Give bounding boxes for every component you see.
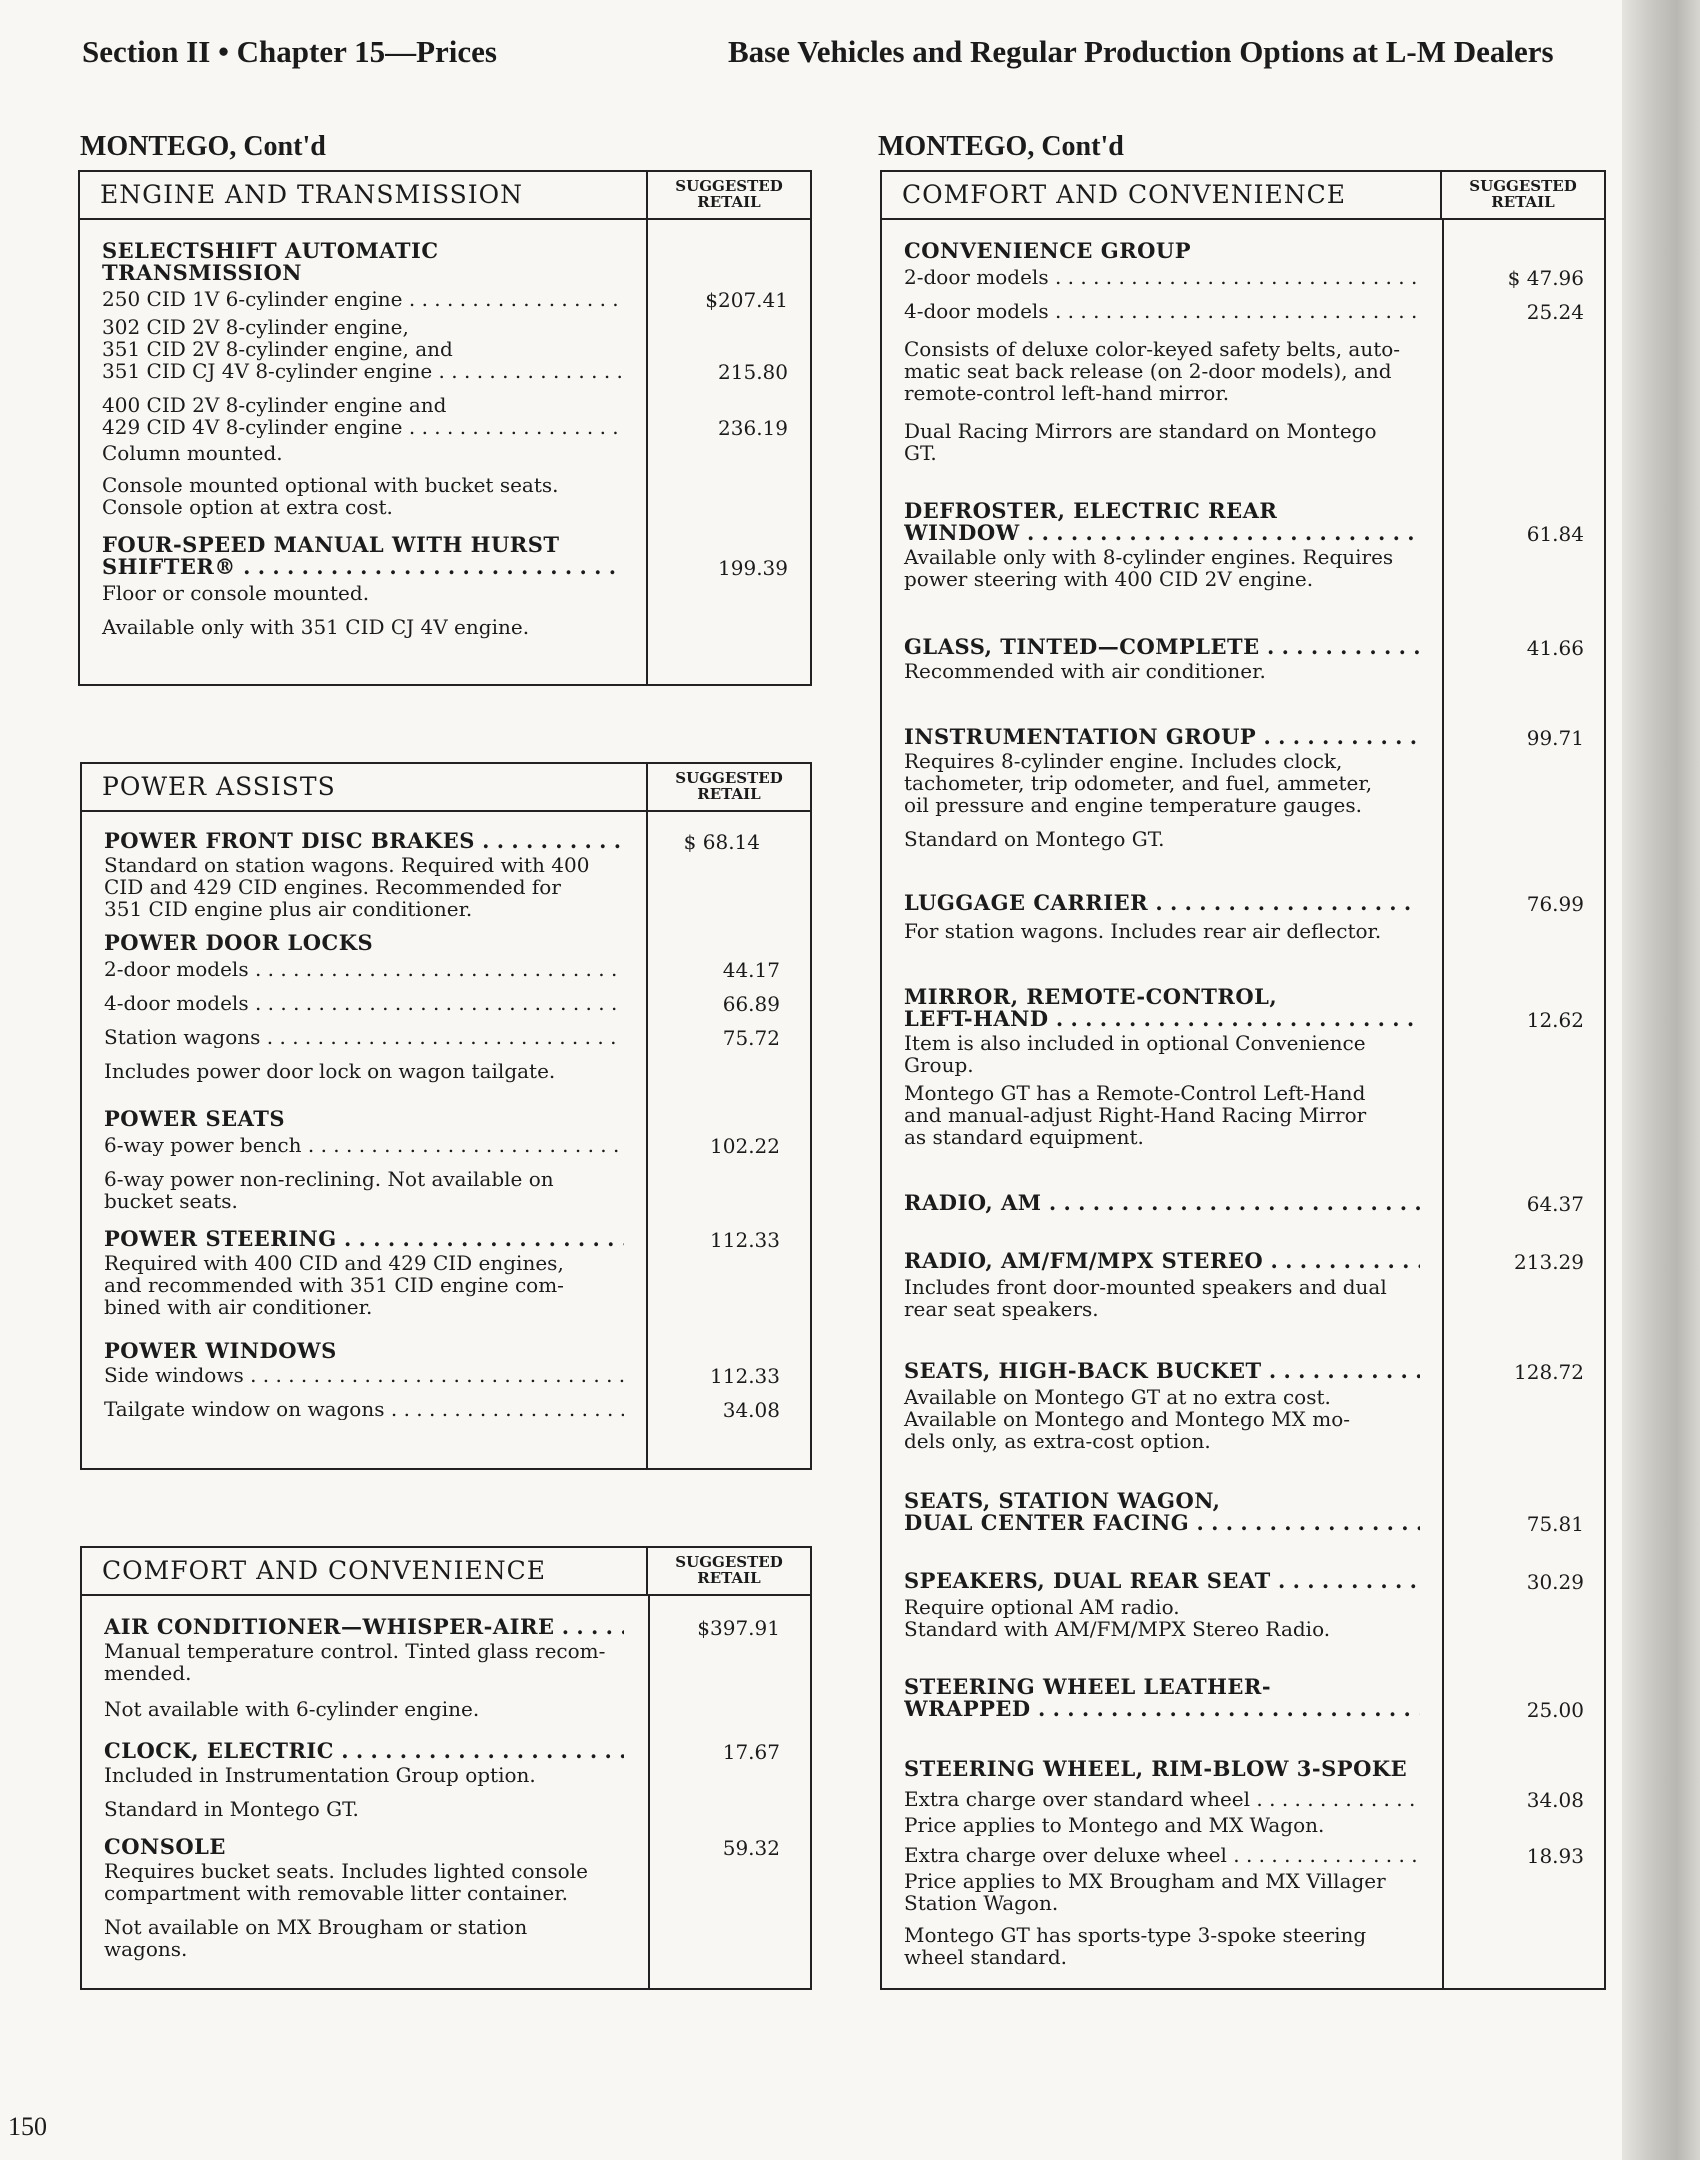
note: as standard equipment. [904,1125,1144,1149]
option-row: 6-way power bench . . . [104,1134,624,1156]
suggested-retail-header: SUGGESTED RETAIL [646,764,810,810]
table-title: COMFORT AND CONVENIENCE [902,180,1347,209]
option-heading: POWER STEERING . . . [104,1228,624,1250]
description: Available on Montego and Montego MX mo- [904,1407,1350,1431]
suggested-retail-header: SUGGESTED RETAIL [646,1548,810,1594]
option-heading: POWER WINDOWS [104,1338,337,1363]
option-row: Extra charge over standard wheel . . . [904,1788,1420,1810]
price: 30.29 [1526,1570,1584,1594]
option-heading: SELECTSHIFT AUTOMATIC [102,238,439,263]
option-heading: CONVENIENCE GROUP [904,238,1192,263]
suggested-retail-header: SUGGESTED RETAIL [646,172,810,218]
option-heading: POWER FRONT DISC BRAKES . . . [104,830,624,852]
option-row: Station wagons . . . [104,1026,624,1048]
note: and manual-adjust Right-Hand Racing Mirror [904,1103,1367,1127]
note: Not available with 6-cylinder engine. [104,1697,480,1721]
note: Column mounted. [102,441,283,465]
option-heading: SHIFTER® . . . [102,556,622,578]
note: Console option at extra cost. [102,495,393,519]
price: 18.93 [1526,1844,1584,1868]
price: 34.08 [722,1398,780,1422]
price: 66.89 [722,992,780,1016]
option-heading: AIR CONDITIONER—WHISPER-AIRE . . . [104,1616,624,1638]
description: Includes front door-mounted speakers and dual [904,1275,1387,1299]
price: 41.66 [1526,636,1584,660]
comfort-convenience-table-right [880,170,1606,1990]
left-section-title: MONTEGO, Cont'd [80,131,326,162]
option-heading: SPEAKERS, DUAL REAR SEAT . . . [904,1570,1420,1592]
option-heading: LUGGAGE CARRIER . . . [904,892,1420,914]
price: 12.62 [1526,1008,1584,1032]
option-heading: GLASS, TINTED—COMPLETE . . . [904,636,1420,658]
description: For station wagons. Includes rear air deflector. [904,919,1382,943]
price: $ 47.96 [1507,266,1584,290]
option-heading: LEFT-HAND . . . [904,1008,1420,1030]
price: 112.33 [710,1364,780,1388]
price: 236.19 [718,416,788,440]
option-heading: POWER SEATS [104,1106,286,1131]
note: GT. [904,441,937,465]
description: bucket seats. [104,1189,238,1213]
option-heading: FOUR-SPEED MANUAL WITH HURST [102,532,560,557]
page-edge-shadow [1622,0,1700,2160]
description: Price applies to Montego and MX Wagon. [904,1813,1325,1837]
note: wheel standard. [904,1945,1067,1969]
note: Floor or console mounted. [102,581,370,605]
description: power steering with 400 CID 2V engine. [904,567,1314,591]
table-title: COMFORT AND CONVENIENCE [102,1556,547,1585]
description: Requires bucket seats. Includes lighted console [104,1859,588,1883]
option-row: 400 CID 2V 8-cylinder engine and [102,393,447,417]
section-header: Section II • Chapter 15—Prices [82,34,497,69]
power-assists-table [80,762,812,1470]
price: 75.81 [1526,1512,1584,1536]
option-heading: DUAL CENTER FACING . . . [904,1512,1420,1534]
option-heading: WRAPPED . . . [904,1698,1420,1720]
description: Available on Montego GT at no extra cost. [904,1385,1331,1409]
description: mended. [104,1661,192,1685]
price: $ 68.14 [683,830,760,854]
option-heading: RADIO, AM/FM/MPX STEREO . . . [904,1250,1420,1272]
option-heading: CLOCK, ELECTRIC . . . [104,1740,624,1762]
price: 75.72 [722,1026,780,1050]
note: Includes power door lock on wagon tailgate. [104,1059,556,1083]
note: wagons. [104,1937,188,1961]
option-heading: STEERING WHEEL LEATHER- [904,1674,1272,1699]
option-row: Extra charge over deluxe wheel . . . [904,1844,1420,1866]
right-section-title: MONTEGO, Cont'd [878,131,1124,162]
price: 34.08 [1526,1788,1584,1812]
description: Group. [904,1053,974,1077]
description: Consists of deluxe color-keyed safety belts, auto- [904,337,1401,361]
price: 61.84 [1526,522,1584,546]
description: rear seat speakers. [904,1297,1099,1321]
description: Manual temperature control. Tinted glass recom- [104,1639,606,1663]
description: 351 CID engine plus air conditioner. [104,897,473,921]
description: Requires 8-cylinder engine. Includes clock, [904,749,1343,773]
option-row: Side windows . . . [104,1364,624,1386]
option-row: 2-door models . . . [104,958,624,980]
table-title: ENGINE AND TRANSMISSION [100,180,524,209]
price: 44.17 [722,958,780,982]
description: oil pressure and engine temperature gauges. [904,793,1363,817]
price: 99.71 [1526,726,1584,750]
description: tachometer, trip odometer, and fuel, ammeter, [904,771,1373,795]
option-heading: WINDOW . . . [904,522,1420,544]
price: 215.80 [718,360,788,384]
description: Standard on station wagons. Required with 400 [104,853,590,877]
price: 17.67 [722,1740,780,1764]
description: CID and 429 CID engines. Recommended for [104,875,561,899]
option-row: 2-door models . . . [904,266,1420,288]
option-heading: CONSOLE [104,1834,226,1859]
option-heading: SEATS, HIGH-BACK BUCKET . . . [904,1360,1420,1382]
option-row: 302 CID 2V 8-cylinder engine, [102,315,409,339]
price: 64.37 [1526,1192,1584,1216]
description: Available only with 8-cylinder engines. Requires [904,545,1394,569]
description: compartment with removable litter container. [104,1881,568,1905]
page-number: 150 [8,2112,47,2141]
price: 25.00 [1526,1698,1584,1722]
comfort-convenience-table-left [80,1546,812,1990]
description: Require optional AM radio. [904,1595,1180,1619]
chapter-header: Base Vehicles and Regular Production Options at L-M Dealers [728,34,1554,69]
description: Price applies to MX Brougham and MX Villager [904,1869,1386,1893]
price: 199.39 [718,556,788,580]
note: Standard in Montego GT. [104,1797,359,1821]
option-row: 4-door models . . . [904,300,1420,322]
option-row: 351 CID CJ 4V 8-cylinder engine . . . [102,360,622,382]
option-heading: SEATS, STATION WAGON, [904,1488,1221,1513]
note: Standard on Montego GT. [904,827,1165,851]
note: Console mounted optional with bucket seats. [102,473,559,497]
option-heading: MIRROR, REMOTE-CONTROL, [904,984,1278,1009]
note: Available only with 351 CID CJ 4V engine. [102,615,530,639]
table-title: POWER ASSISTS [102,772,336,801]
price: $397.91 [697,1616,780,1640]
description: Standard with AM/FM/MPX Stereo Radio. [904,1617,1331,1641]
description: Recommended with air conditioner. [904,659,1266,683]
description: dels only, as extra-cost option. [904,1429,1211,1453]
description: remote-control left-hand mirror. [904,381,1230,405]
suggested-retail-header: SUGGESTED RETAIL [1440,172,1604,218]
description: 6-way power non-reclining. Not available on [104,1167,554,1191]
price: 25.24 [1526,300,1584,324]
description: Station Wagon. [904,1891,1059,1915]
option-heading: DEFROSTER, ELECTRIC REAR [904,498,1278,523]
option-row: 351 CID 2V 8-cylinder engine, and [102,337,453,361]
option-heading: STEERING WHEEL, RIM-BLOW 3-SPOKE [904,1756,1408,1781]
price: 213.29 [1514,1250,1584,1274]
option-heading: RADIO, AM . . . [904,1192,1420,1214]
option-heading: POWER DOOR LOCKS [104,930,374,955]
price: 76.99 [1526,892,1584,916]
price: 128.72 [1514,1360,1584,1384]
description: bined with air conditioner. [104,1295,373,1319]
engine-transmission-table [78,170,812,686]
note: Montego GT has a Remote-Control Left-Hand [904,1081,1366,1105]
price: $207.41 [705,288,788,312]
description: Item is also included in optional Convenience [904,1031,1366,1055]
description: and recommended with 351 CID engine com- [104,1273,564,1297]
description: matic seat back release (on 2-door models), and [904,359,1392,383]
price: 59.32 [722,1836,780,1860]
note: Not available on MX Brougham or station [104,1915,528,1939]
price: 112.33 [710,1228,780,1252]
note: Dual Racing Mirrors are standard on Montego [904,419,1377,443]
option-row: Tailgate window on wagons . . . [104,1398,624,1420]
option-row: 429 CID 4V 8-cylinder engine . . . [102,416,622,438]
price: 102.22 [710,1134,780,1158]
option-heading: INSTRUMENTATION GROUP . . . [904,726,1420,748]
option-heading: TRANSMISSION [102,260,302,285]
option-row: 250 CID 1V 6-cylinder engine . . . [102,288,622,310]
note: Montego GT has sports-type 3-spoke steering [904,1923,1367,1947]
description: Included in Instrumentation Group option. [104,1763,536,1787]
option-row: 4-door models . . . [104,992,624,1014]
description: Required with 400 CID and 429 CID engines, [104,1251,564,1275]
